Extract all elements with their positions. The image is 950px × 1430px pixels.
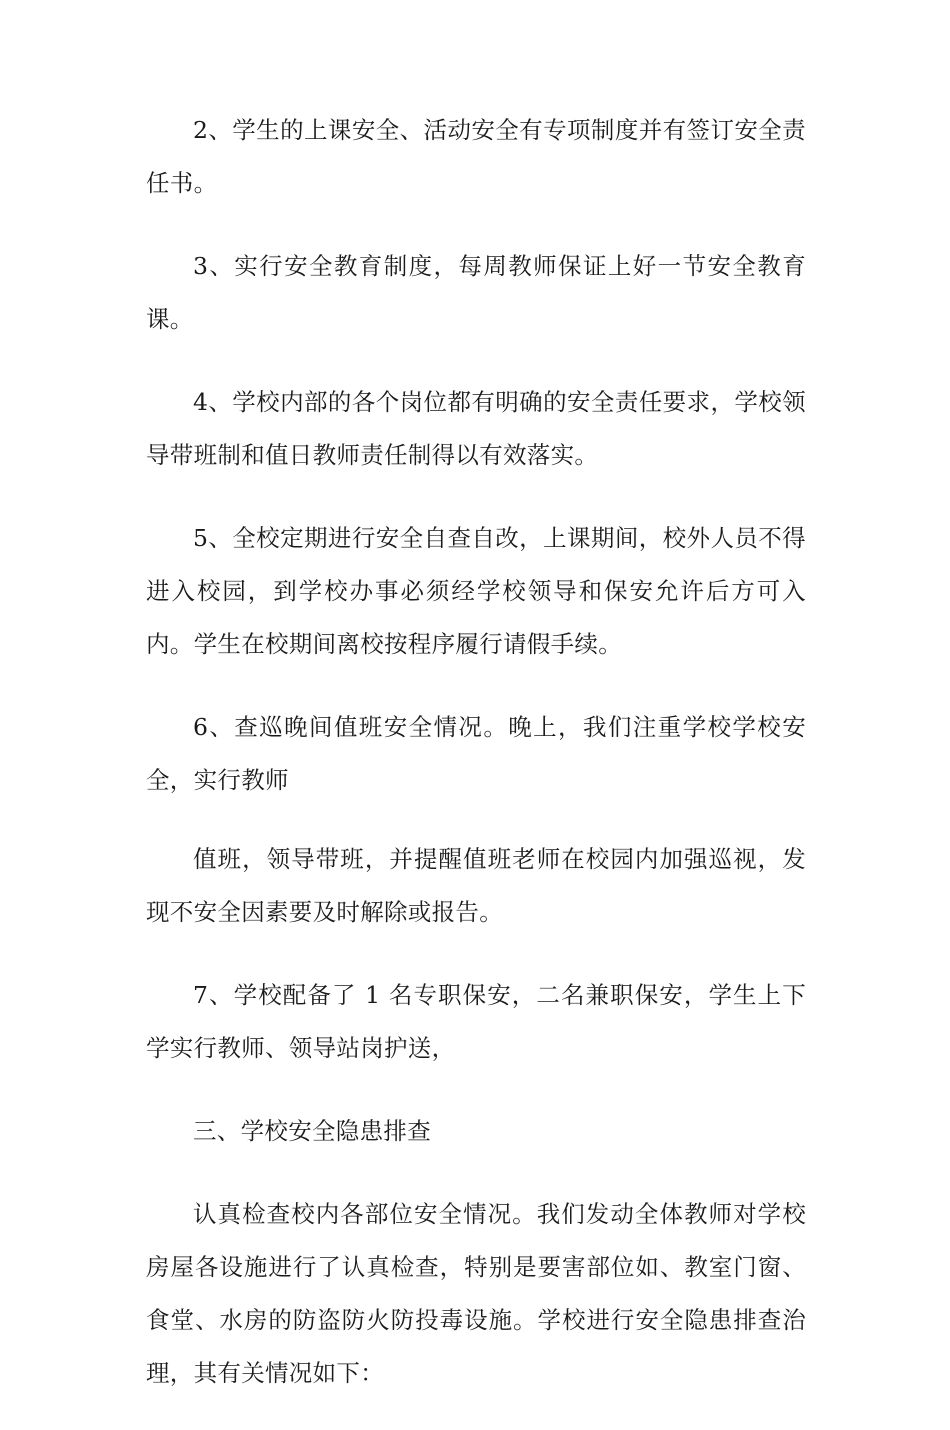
paragraph-item-6-night-duty: 6、查巡晚间值班安全情况。晚上，我们注重学校学校安全，实行教师 (146, 713, 806, 794)
paragraph-item-4-responsibility: 4、学校内部的各个岗位都有明确的安全责任要求，学校领导带班制和值日教师责任制得以有效落实。 (146, 388, 806, 469)
paragraph-item-6-continued: 值班，领导带班，并提醒值班老师在校园内加强巡视，发现不安全因素要及时解除或报告。 (146, 845, 806, 926)
paragraph-hazard-inspection-body: 认真检查校内各部位安全情况。我们发动全体教师对学校房屋各设施进行了认真检查，特别是要害部位如、教室门窗、食堂、水房的防盗防火防投毒设施。学校进行安全隐患排查治理，其有关情况如下： (146, 1200, 806, 1387)
paragraph-item-7-security-guards: 7、学校配备了 1 名专职保安，二名兼职保安，学生上下学实行教师、领导站岗护送， (146, 981, 806, 1062)
paragraph-item-3-safety-education: 3、实行安全教育制度，每周教师保证上好一节安全教育课。 (146, 252, 806, 333)
paragraph-item-2-safety-system: 2、学生的上课安全、活动安全有专项制度并有签订安全责任书。 (146, 116, 806, 197)
document-page (146, 104, 806, 1430)
section-heading-hazard-inspection: 三、学校安全隐患排查 (193, 1117, 431, 1145)
paragraph-item-5-self-inspection: 5、全校定期进行安全自查自改，上课期间，校外人员不得进入校园，到学校办事必须经学校领导和保安允许后方可入内。学生在校期间离校按程序履行请假手续。 (146, 524, 806, 658)
